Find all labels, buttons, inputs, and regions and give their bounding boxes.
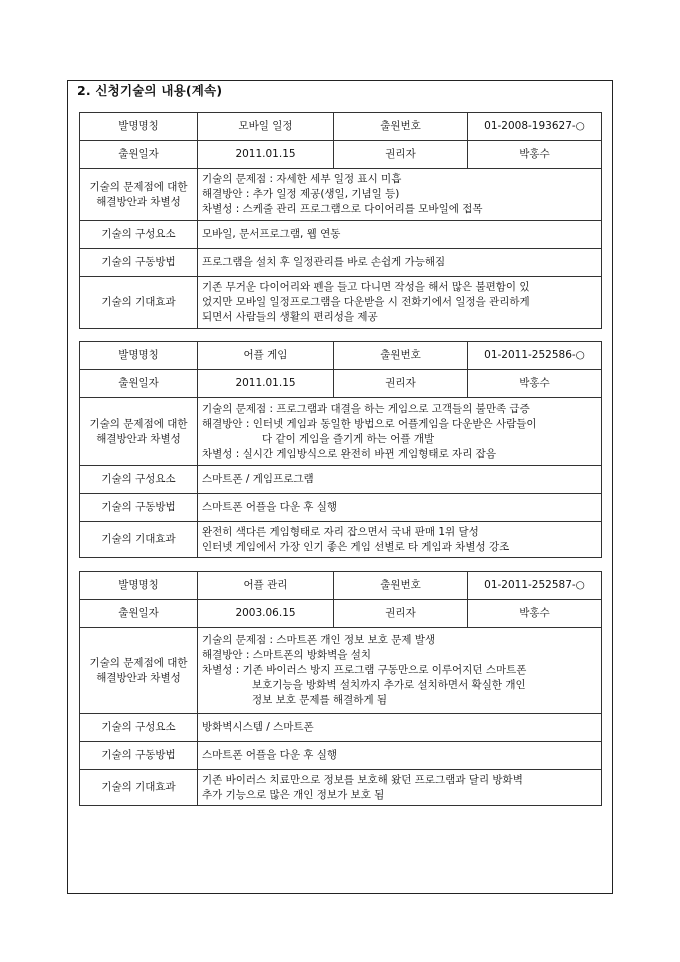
- invention-name: 모바일 일정: [198, 113, 334, 141]
- problem-solution: 기술의 문제점 : 프로그램과 대결을 하는 게임으로 고객들의 불만족 급증 해결방안 : 인터넷 게임과 동일한 방법으로 어플게임을 다운받은 사람들이 다 같이 게임을 즐기게 하는 어플 개발 차별성 : 실시간 게임방식으로 완전히 바뀐 게임형태로 자리 잡음: [198, 398, 602, 466]
- label-app-date: 출원일자: [80, 600, 198, 628]
- label-problem: 기술의 문제점에 대한 해결방안과 차별성: [80, 398, 198, 466]
- label-app-no: 출원번호: [334, 342, 468, 370]
- expected-effect: 기존 무거운 다이어리와 펜을 들고 다니면 작성을 해서 많은 불편함이 있 었지만 모바일 일정프로그램을 다운받을 시 전화기에서 일정을 관리하게 되면서 사람들의 생활의 편리성을 제공: [198, 277, 602, 329]
- label-problem: 기술의 문제점에 대한 해결방안과 차별성: [80, 628, 198, 714]
- label-effect: 기술의 기대효과: [80, 770, 198, 806]
- label-app-date: 출원일자: [80, 370, 198, 398]
- label-name: 발명명칭: [80, 113, 198, 141]
- label-name: 발명명칭: [80, 572, 198, 600]
- components: 방화벽시스템 / 스마트폰: [198, 714, 602, 742]
- label-holder: 권리자: [334, 370, 468, 398]
- invention-table-2: [79, 341, 602, 558]
- application-number: 01-2008-193627-○: [468, 113, 602, 141]
- invention-name: 어플 관리: [198, 572, 334, 600]
- problem-solution: 기술의 문제점 : 스마트폰 개인 정보 보호 문제 발생 해결방안 : 스마트폰의 방화벽을 설치 차별성 : 기존 바이러스 방지 프로그램 구동만으로 이루어지던 스마트폰 보호기능을 방화벽 설치까지 추가로 설치하면서 확실한 개인 정보 보호 문제를 해결하게 됨: [198, 628, 602, 714]
- label-problem: 기술의 문제점에 대한 해결방안과 차별성: [80, 169, 198, 221]
- label-app-no: 출원번호: [334, 113, 468, 141]
- section-heading: 2. 신청기술의 내용(계속): [77, 83, 223, 98]
- rights-holder: 박홍수: [468, 370, 602, 398]
- label-app-no: 출원번호: [334, 572, 468, 600]
- label-components: 기술의 구성요소: [80, 466, 198, 494]
- application-date: 2011.01.15: [198, 141, 334, 169]
- label-name: 발명명칭: [80, 342, 198, 370]
- label-holder: 권리자: [334, 141, 468, 169]
- operation: 프로그램을 설치 후 일정관리를 바로 손쉽게 가능해짐: [198, 249, 602, 277]
- application-date: 2011.01.15: [198, 370, 334, 398]
- label-effect: 기술의 기대효과: [80, 277, 198, 329]
- label-operation: 기술의 구동방법: [80, 249, 198, 277]
- invention-table-3: [79, 571, 602, 806]
- label-operation: 기술의 구동방법: [80, 742, 198, 770]
- operation: 스마트폰 어플을 다운 후 실행: [198, 494, 602, 522]
- label-effect: 기술의 기대효과: [80, 522, 198, 558]
- label-components: 기술의 구성요소: [80, 714, 198, 742]
- expected-effect: 기존 바이러스 치료만으로 정보를 보호해 왔던 프로그램과 달리 방화벽 추가 기능으로 많은 개인 정보가 보호 됨: [198, 770, 602, 806]
- label-operation: 기술의 구동방법: [80, 494, 198, 522]
- problem-solution: 기술의 문제점 : 자세한 세부 일정 표시 미흡 해결방안 : 추가 일정 제공(생일, 기념일 등) 차별성 : 스케줄 관리 프로그램으로 다이어리를 모바일에 접목: [198, 169, 602, 221]
- expected-effect: 완전히 색다른 게임형태로 자리 잡으면서 국내 판매 1위 달성 인터넷 게임에서 가장 인기 좋은 게임 선별로 타 게임과 차별성 강조: [198, 522, 602, 558]
- operation: 스마트폰 어플을 다운 후 실행: [198, 742, 602, 770]
- components: 스마트폰 / 게임프로그램: [198, 466, 602, 494]
- label-app-date: 출원일자: [80, 141, 198, 169]
- invention-name: 어플 게임: [198, 342, 334, 370]
- label-holder: 권리자: [334, 600, 468, 628]
- rights-holder: 박홍수: [468, 600, 602, 628]
- components: 모바일, 문서프로그램, 웹 연동: [198, 221, 602, 249]
- application-number: 01-2011-252586-○: [468, 342, 602, 370]
- rights-holder: 박홍수: [468, 141, 602, 169]
- label-components: 기술의 구성요소: [80, 221, 198, 249]
- application-number: 01-2011-252587-○: [468, 572, 602, 600]
- invention-table-1: [79, 112, 602, 329]
- application-date: 2003.06.15: [198, 600, 334, 628]
